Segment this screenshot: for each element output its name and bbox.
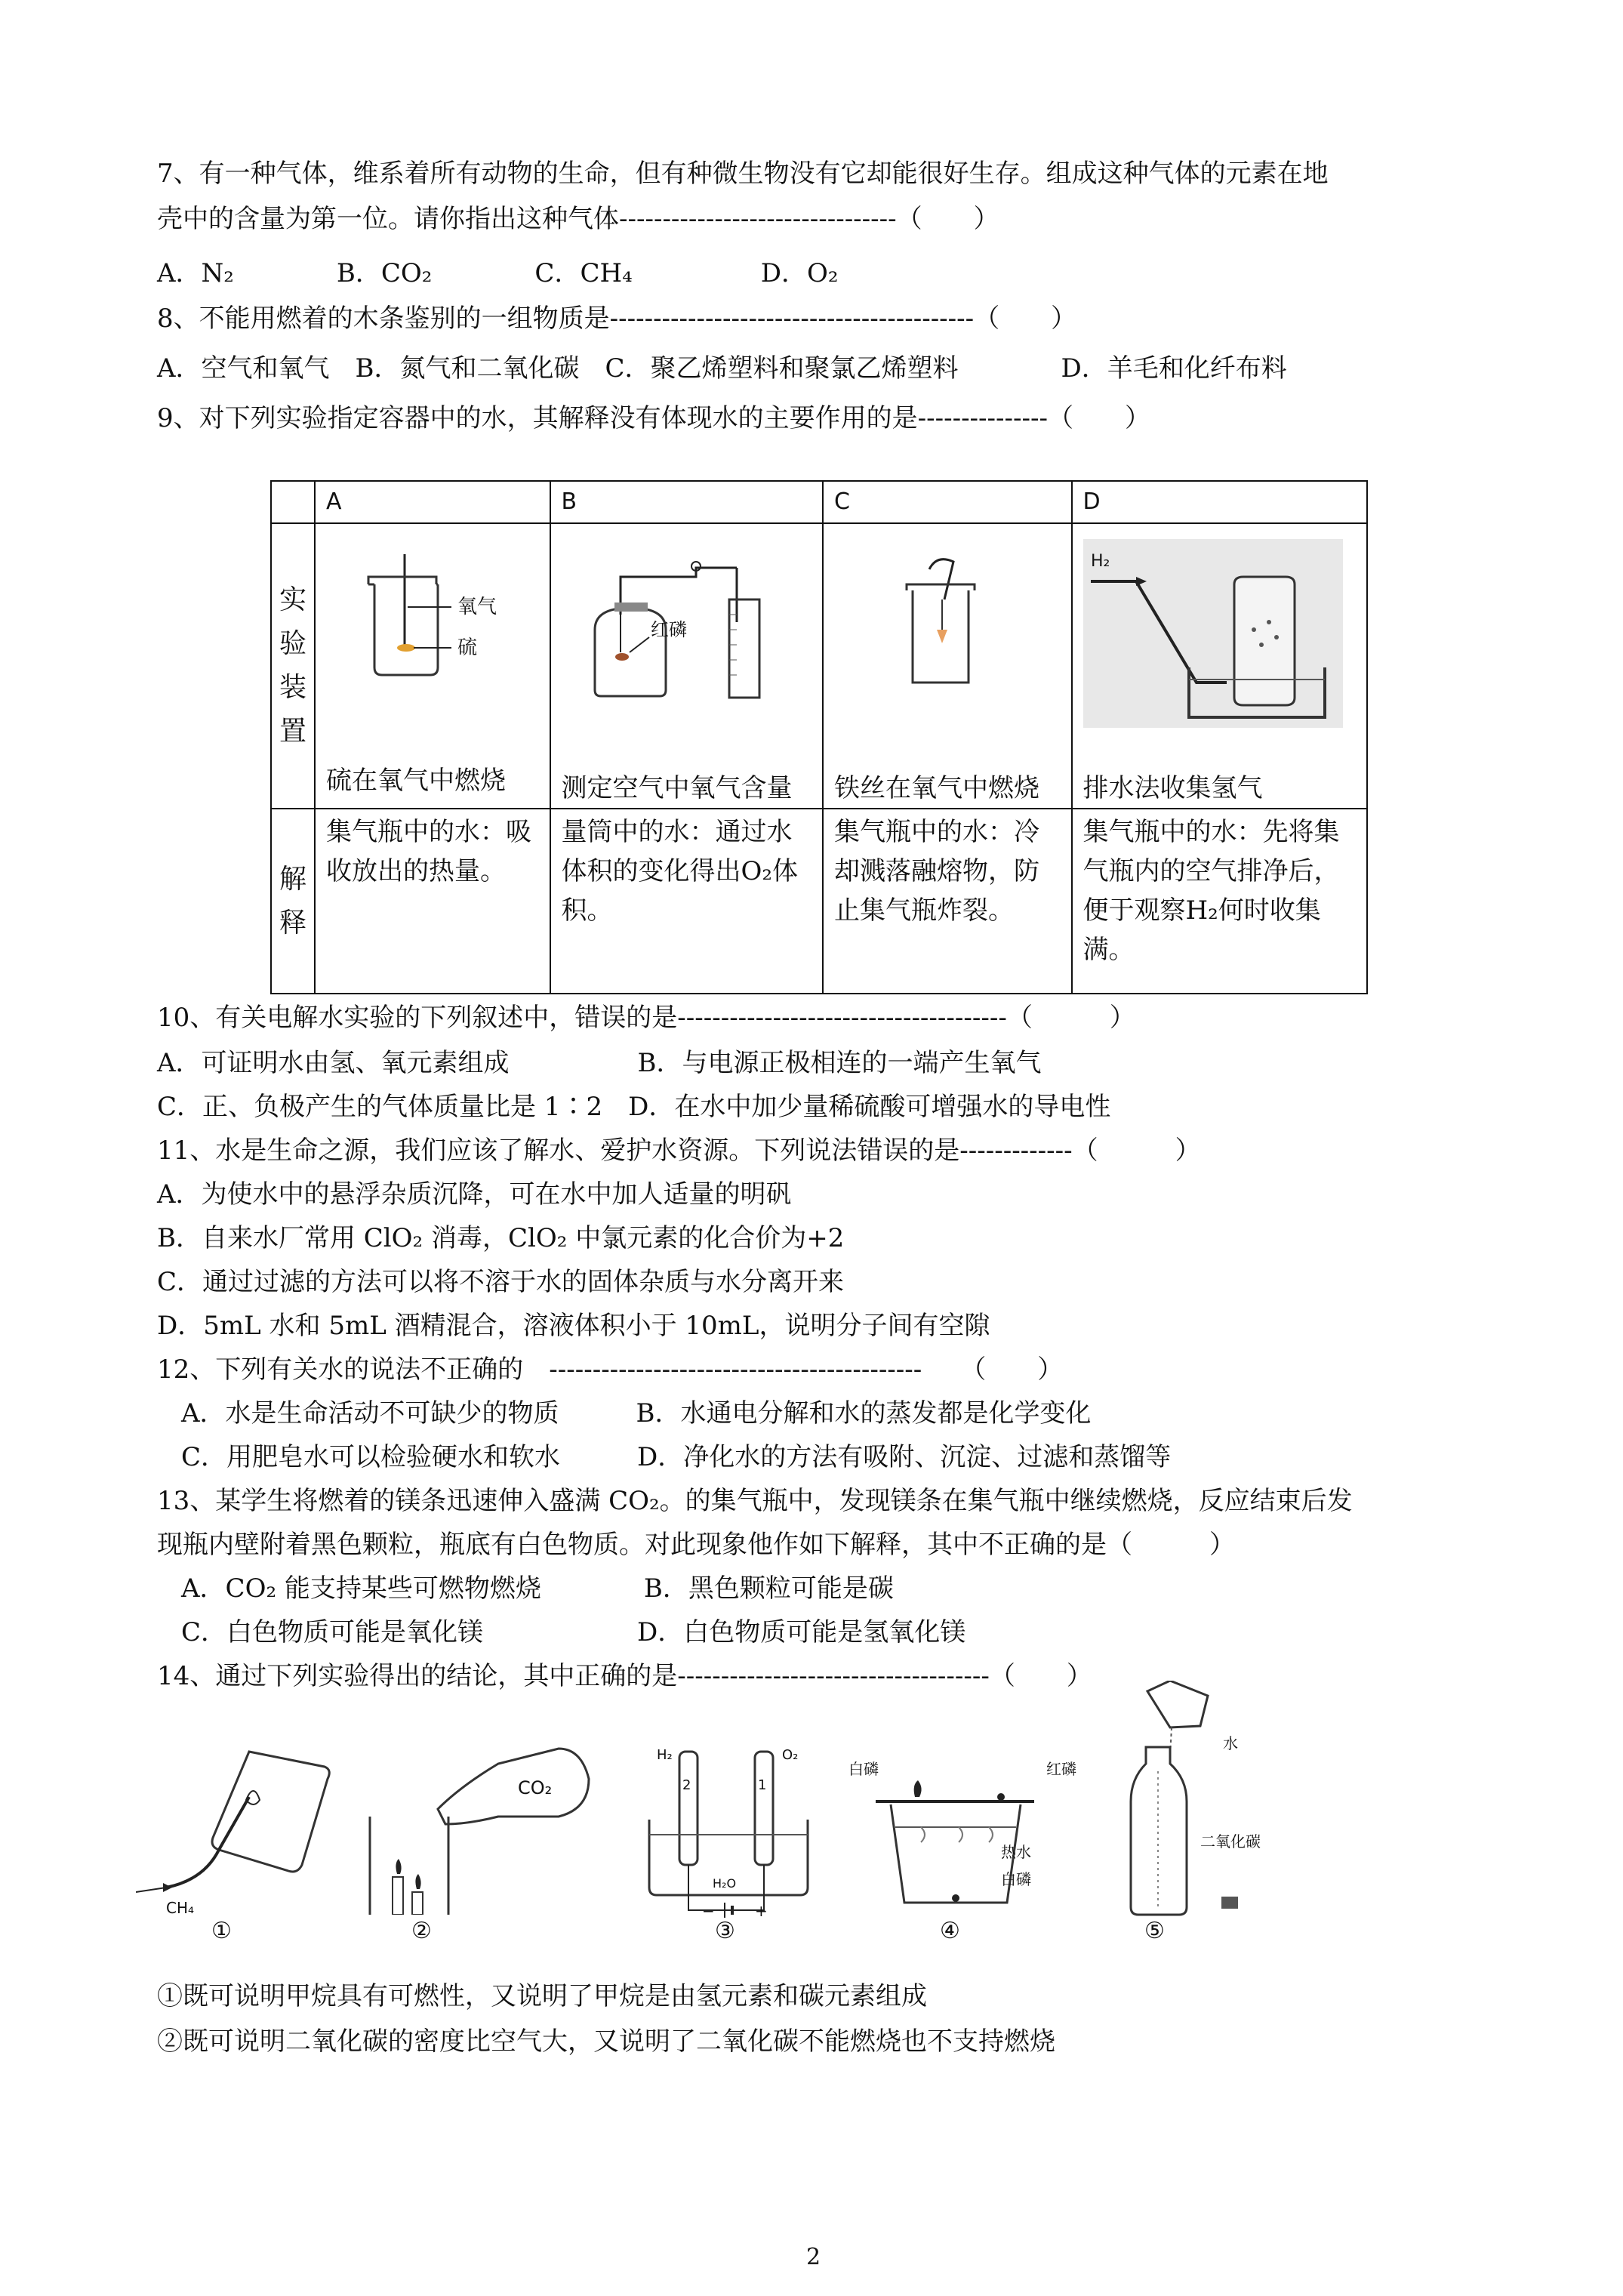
q14-fig1-methane — [136, 1737, 362, 1918]
q9-header-d: D — [1072, 481, 1367, 523]
label-red-phosphorus: 红磷 — [650, 619, 687, 640]
label-h2o: H₂O — [713, 1876, 737, 1891]
label-h2: H₂ — [1090, 552, 1110, 571]
q8-stem: 8、不能用燃着的木条鉴别的一组物质是------------------------------------------（ ） — [157, 304, 1077, 334]
q10-opt-ab: A．可证明水由氢、氧元素组成 B．与电源正极相连的一端产生氧气 — [157, 1048, 1042, 1078]
label-oxygen: 氧气 — [457, 596, 497, 618]
q9-header-b: B — [550, 481, 823, 523]
q12-ab: A．水是生命活动不可缺少的物质 B．水通电分解和水的蒸发都是化学变化 — [181, 1398, 1092, 1428]
q10-stem: 10、有关电解水实验的下列叙述中，错误的是--------------------------------------（ ） — [157, 1003, 1135, 1033]
q11-a: A．为使水中的悬浮杂质沉降，可在水中加人适量的明矾 — [157, 1179, 792, 1210]
q7-options: A．N₂ B．CO₂ C．CH₄ D．O₂ — [157, 258, 839, 288]
q9-row1-label: 实验装置 — [271, 523, 315, 809]
q9-expl-b: 量筒中的水：通过水体积的变化得出O₂体积。 — [550, 809, 823, 994]
q13-cd: C．白色物质可能是氧化镁 D．白色物质可能是氢氧化镁 — [181, 1617, 966, 1647]
q14-fig2-co2-candles — [355, 1734, 604, 1915]
q12-cd: C．用肥皂水可以检验硬水和软水 D．净化水的方法有吸附、沉淀、过滤和蒸馏等 — [181, 1442, 1172, 1472]
q14-circ-5: ⑤ — [1144, 1918, 1165, 1944]
q11-b: B．自来水厂常用 ClO₂ 消毒，ClO₂ 中氯元素的化合价为+2 — [157, 1223, 845, 1253]
page-number: 2 — [806, 2244, 821, 2270]
label-red-p: 红磷 — [1046, 1760, 1076, 1778]
q9-caption-c: 铁丝在氧气中燃烧 — [834, 773, 1039, 803]
q14-circ-2: ② — [411, 1918, 432, 1944]
q7-line1: 7、有一种气体，维系着所有动物的生命，但有种微生物没有它却能很好生存。组成这种气体的元素在地 — [157, 159, 1329, 189]
q8-options: A．空气和氧气 B．氮气和二氧化碳 C．聚乙烯塑料和聚氯乙烯塑料 D．羊毛和化纤布料 — [157, 353, 1287, 384]
q9-expl-d: 集气瓶中的水：先将集气瓶内的空气排净后，便于观察H₂何时收集满。 — [1072, 809, 1367, 994]
label-co2: CO₂ — [518, 1777, 553, 1798]
q9-expl-c: 集气瓶中的水：冷却溅落融熔物，防止集气瓶炸裂。 — [823, 809, 1072, 994]
label-sulfur: 硫 — [457, 636, 477, 659]
q14-circ-4: ④ — [940, 1918, 960, 1944]
q9-row2-label: 解释 — [271, 809, 315, 994]
q9-header-a: A — [315, 481, 550, 523]
q11-d: D．5mL 水和 5mL 酒精混合，溶液体积小于 10mL，说明分子间有空隙 — [157, 1311, 990, 1341]
q14-stem: 14、通过下列实验得出的结论，其中正确的是------------------------------------（ ） — [157, 1661, 1092, 1691]
q13-line2: 现瓶内壁附着黑色颗粒，瓶底有白色物质。对此现象他作如下解释，其中不正确的是（ ） — [157, 1530, 1235, 1560]
q9-stem: 9、对下列实验指定容器中的水，其解释没有体现水的主要作用的是---------------（ ） — [157, 403, 1150, 433]
q14-fig5-bottle — [1087, 1681, 1313, 1925]
label-white-p: 白磷 — [848, 1760, 879, 1778]
label-minus: − — [702, 1902, 715, 1918]
hydrogen-collection-figure — [1083, 539, 1343, 728]
label-2: 2 — [682, 1777, 691, 1793]
q10-opt-cd: C．正、负极产生的气体质量比是 1∶2 D．在水中加少量稀硫酸可增强水的导电性 — [157, 1092, 1111, 1122]
q9-expl-a: 集气瓶中的水：吸收放出的热量。 — [315, 809, 550, 994]
q9-caption-b: 测定空气中氧气含量 — [561, 773, 793, 803]
iron-wire-figure — [884, 554, 1005, 690]
q9-header-c: C — [823, 481, 1072, 523]
q9-caption-d: 排水法收集氢气 — [1083, 773, 1263, 803]
q9-caption-a: 硫在氧气中燃烧 — [325, 766, 506, 796]
q14-conclusion-1: ①既可说明甲烷具有可燃性，又说明了甲烷是由氢元素和碳元素组成 — [157, 1981, 927, 2011]
q13-ab: A．CO₂ 能支持某些可燃物燃烧 B．黑色颗粒可能是碳 — [181, 1573, 894, 1604]
q14-circ-1: ① — [211, 1918, 232, 1944]
label-hot-water: 热水 — [1001, 1843, 1031, 1861]
q14-fig4-phosphorus — [845, 1729, 1087, 1918]
sulfur-oxygen-figure — [346, 554, 512, 683]
q7-line2: 壳中的含量为第一位。请你指出这种气体--------------------------------（ ） — [157, 204, 999, 234]
label-ch4: CH₄ — [166, 1899, 195, 1917]
label-white-p2: 白磷 — [1001, 1870, 1031, 1888]
q14-fig3-electrolysis — [634, 1737, 838, 1918]
q11-c: C．通过过滤的方法可以将不溶于水的固体杂质与水分离开来 — [157, 1267, 845, 1297]
q12-stem: 12、下列有关水的说法不正确的 ------------------------------------------- （ ） — [157, 1354, 1064, 1385]
label-1: 1 — [758, 1777, 767, 1793]
q9-table — [270, 480, 1368, 994]
label-plus: + — [755, 1902, 768, 1918]
q13-line1: 13、某学生将燃着的镁条迅速伸入盛满 CO₂。的集气瓶中，发现镁条在集气瓶中继续燃烧，反应结束后发 — [157, 1486, 1353, 1516]
q14-circ-3: ③ — [715, 1918, 735, 1944]
label-h2-e: H₂ — [657, 1747, 673, 1763]
label-co2-cn: 二氧化碳 — [1200, 1832, 1261, 1851]
q11-stem: 11、水是生命之源，我们应该了解水、爱护水资源。下列说法错误的是-------------（ ） — [157, 1136, 1201, 1166]
label-water: 水 — [1223, 1734, 1238, 1752]
q9-table-corner — [271, 481, 315, 523]
label-o2-e: O₂ — [782, 1747, 799, 1763]
q14-conclusion-2: ②既可说明二氧化碳的密度比空气大，又说明了二氧化碳不能燃烧也不支持燃烧 — [157, 2026, 1055, 2057]
oxygen-content-figure — [566, 539, 815, 705]
